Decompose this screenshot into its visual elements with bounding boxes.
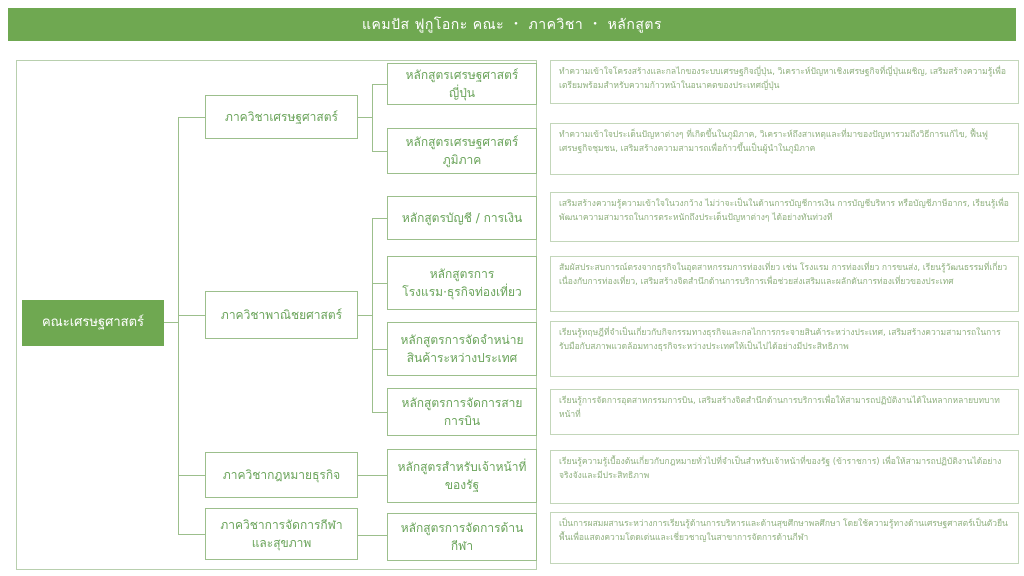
department-box-economics: ภาควิชาเศรษฐศาสตร์	[205, 95, 358, 139]
program-box-japanese-economics: หลักสูตรเศรษฐศาสตร์ญี่ปุ่น	[387, 63, 537, 105]
connector-line	[358, 475, 387, 476]
connector-line	[179, 534, 205, 535]
connector-line	[179, 475, 205, 476]
department-box-commerce: ภาควิชาพาณิชยศาสตร์	[205, 291, 358, 339]
program-box-sports-management: หลักสูตรการจัดการด้านกีฬา	[387, 513, 537, 561]
description-box: เรียนรู้ความรู้เบื้องต้นเกี่ยวกับกฎหมายทั่วไปที่จำเป็นสำหรับเจ้าหน้าที่ของรัฐ (ข้าราชการ) เพื่อให้สามารถปฏิบัติงานได้อย่างจริงจังและมีประสิทธิภาพ	[550, 450, 1019, 504]
program-box-hotel-tourism: หลักสูตรการโรงแรม·ธุรกิจท่องเที่ยว	[387, 256, 537, 310]
department-box-sports-health: ภาควิชาการจัดการกีฬาและสุขภาพ	[205, 508, 358, 560]
page-title: แคมปัส ฟูกูโอกะ คณะ ・ ภาควิชา ・ หลักสูตร	[361, 16, 663, 33]
connector-line	[373, 349, 387, 350]
description-box: เรียนรู้ทฤษฎีที่จำเป็นเกี่ยวกับกิจกรรมทางธุรกิจและกลไกการกระจายสินค้าระหว่างประเทศ, เสริมสร้างความสามารถในการรับมือกับสภาพแวดล้อมทางธุรกิจระหว่างประเทศให้เป็นไปได้อย่างมีประสิทธิภาพ	[550, 321, 1019, 377]
program-box-regional-economics: หลักสูตรเศรษฐศาสตร์ภูมิภาค	[387, 128, 537, 174]
description-box: เสริมสร้างความรู้ความเข้าใจในวงกว้าง ไม่ว่าจะเป็นในด้านการบัญชีการเงิน การบัญชีบริหาร หรือบัญชีภาษีอากร, เรียนรู้เพื่อพัฒนาความสามารถในการตระหนักถึงประเด็นปัญหาต่างๆ ได้อย่างทันท่วงที	[550, 192, 1019, 242]
description-box: เป็นการผสมผสานระหว่างการเรียนรู้ด้านการบริหารและด้านสุขศึกษาพลศึกษา โดยใช้ความรู้ทางด้านเศรษฐศาสตร์เป็นตัวยืนพื้นเพื่อแสดงความโดดเด่นและเชี่ยวชาญในสาขาการจัดการด้านกีฬา	[550, 512, 1019, 564]
connector-line	[179, 117, 205, 118]
connector-line	[164, 322, 178, 323]
connector-line	[373, 412, 387, 413]
program-box-airline-management: หลักสูตรการจัดการสายการบิน	[387, 388, 537, 436]
description-box: ทำความเข้าใจโครงสร้างและกลไกของระบบเศรษฐกิจญี่ปุ่น, วิเคราะห์ปัญหาเชิงเศรษฐกิจที่ญี่ปุ่นเผชิญ, เสริมสร้างความรู้เพื่อเตรียมพร้อมสำหรับความก้าวหน้าในอนาคตของประเทศญี่ปุ่น	[550, 60, 1019, 104]
department-box-business-law: ภาควิชากฎหมายธุรกิจ	[205, 452, 358, 498]
connector-line	[372, 84, 373, 152]
header-bar	[8, 8, 1016, 41]
connector-line	[178, 117, 179, 535]
connector-line	[373, 84, 387, 85]
connector-line	[358, 117, 372, 118]
faculty-box: คณะเศรษฐศาสตร์	[22, 300, 164, 346]
connector-line	[373, 218, 387, 219]
connector-line	[373, 151, 387, 152]
description-box: ทำความเข้าใจประเด็นปัญหาต่างๆ ที่เกิดขึ้นในภูมิภาค, วิเคราะห์ถึงสาเหตุและที่มาของปัญหารวมถึงวิธีการแก้ไข, ฟื้นฟูเศรษฐกิจชุมชน, เสริมสร้างความสามารถเพื่อก้าวขึ้นเป็นผู้นำในภูมิภาค	[550, 123, 1019, 175]
program-box-accounting-finance: หลักสูตรบัญชี / การเงิน	[387, 196, 537, 240]
description-box: เรียนรู้การจัดการอุตสาหกรรมการบิน, เสริมสร้างจิตสำนึกด้านการบริการเพื่อให้สามารถปฏิบัติงานได้ในหลากหลายบทบาทหน้าที่	[550, 389, 1019, 435]
connector-line	[358, 535, 387, 536]
program-box-government-officials: หลักสูตรสำหรับเจ้าหน้าที่ของรัฐ	[387, 449, 537, 503]
program-box-international-distribution: หลักสูตรการจัดจำหน่ายสินค้าระหว่างประเทศ	[387, 322, 537, 376]
connector-line	[358, 315, 372, 316]
connector-line	[372, 218, 373, 413]
connector-line	[179, 315, 205, 316]
description-box: สัมผัสประสบการณ์ตรงจากธุรกิจในอุตสาหกรรมการท่องเที่ยว เช่น โรงแรม การท่องเที่ยว การขนส่ง, เรียนรู้วัฒนธรรมที่เกี่ยวเนื่องกับการท่องเที่ยว, เสริมสร้างจิตสำนึกด้านการบริการเพื่อช่วยส่งเสริมและผลักดันการท่องเที่ยวของประเทศ	[550, 256, 1019, 312]
connector-line	[373, 283, 387, 284]
